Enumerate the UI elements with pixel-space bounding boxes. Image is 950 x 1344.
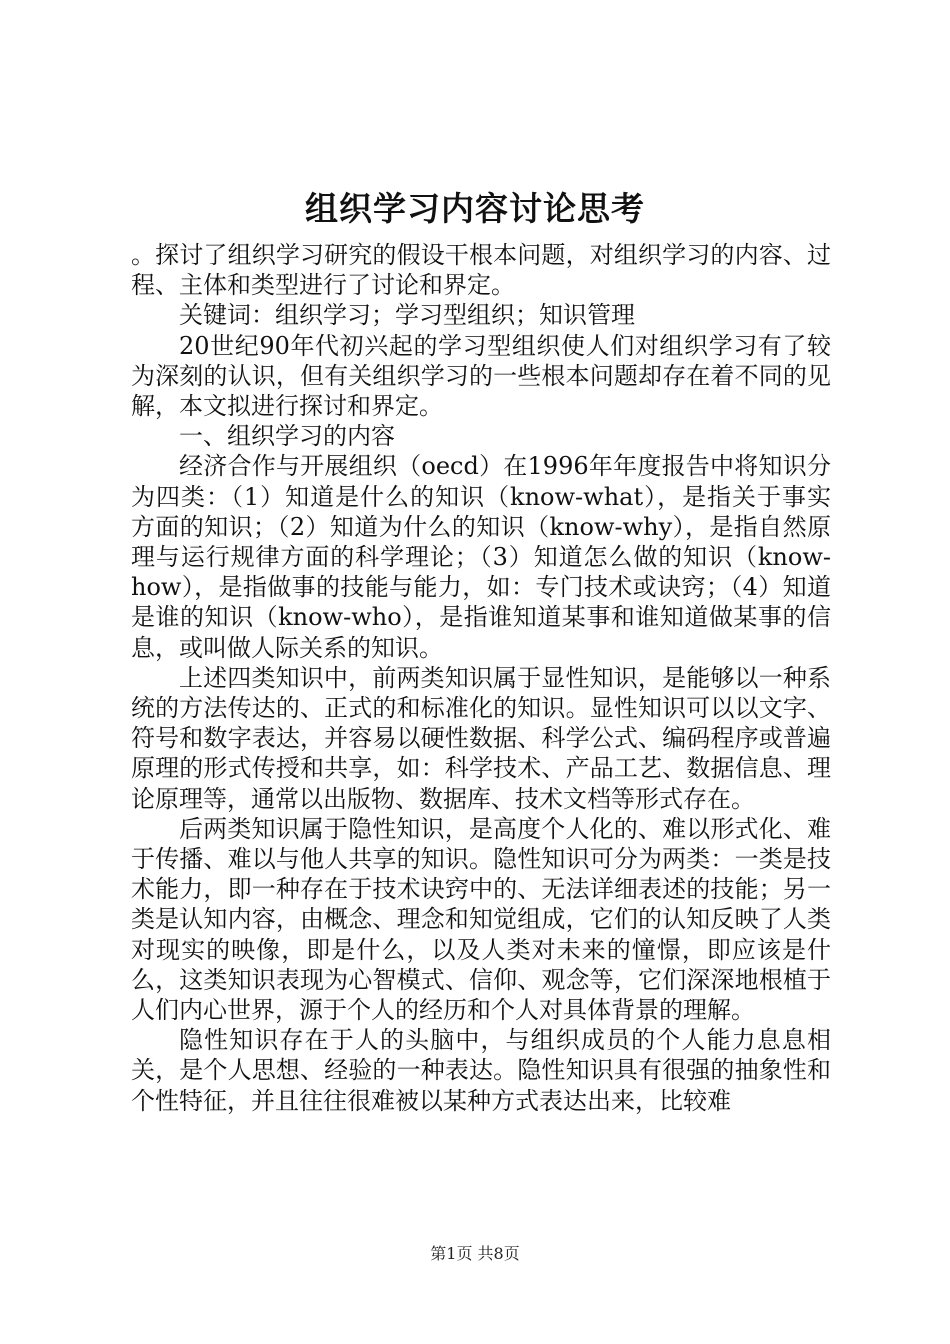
- intro-paragraph: 20世纪90年代初兴起的学习型组织使人们对组织学习有了较为深刻的认识，但有关组织学习的一些根本问题却存在着不同的见解，本文拟进行探讨和界定。: [131, 331, 831, 421]
- keywords-paragraph: 关键词：组织学习；学习型组织；知识管理: [179, 301, 635, 330]
- abstract-paragraph: 。探讨了组织学习研究的假设干根本问题，对组织学习的内容、过程、主体和类型进行了讨论和界定。: [131, 241, 831, 300]
- body-paragraph: 隐性知识存在于人的头脑中，与组织成员的个人能力息息相关，是个人思想、经验的一种表达。隐性知识具有很强的抽象性和个性特征，并且往往很难被以某种方式表达出来，比较难: [131, 1026, 831, 1115]
- body-paragraph: 上述四类知识中，前两类知识属于显性知识，是能够以一种系统的方法传达的、正式的和标准化的知识。显性知识可以以文字、符号和数字表达，并容易以硬性数据、科学公式、编码程序或普遍原理的形式传授和共享，如：科学技术、产品工艺、数据信息、理论原理等，通常以出版物、数据库、技术文档等形式存在。: [131, 663, 831, 813]
- page-footer: 第1页 共8页: [430, 1244, 520, 1263]
- body-paragraph: 后两类知识属于隐性知识，是高度个人化的、难以形式化、难于传播、难以与他人共享的知识。隐性知识可分为两类：一类是技术能力，即一种存在于技术诀窍中的、无法详细表述的技能；另一类是认知内容，由概念、理念和知觉组成，它们的认知反映了人类对现实的映像，即是什么，以及人类对未来的憧憬，即应该是什么，这类知识表现为心智模式、信仰、观念等，它们深深地根植于人们内心世界，源于个人的经历和个人对具体背景的理解。: [131, 814, 831, 1025]
- section-heading: 一、组织学习的内容: [179, 422, 395, 451]
- document-title: 组织学习内容讨论思考: [305, 189, 645, 228]
- body-paragraph: 经济合作与开展组织（oecd）在1996年年度报告中将知识分为四类：（1）知道是什么的知识（know-what），是指关于事实方面的知识；（2）知道为什么的知识（know-why），是指自然原理与运行规律方面的科学理论；（3）知道怎么做的知识（know-how），是指做事的技能与能力，如：专门技术或诀窍；（4）知道是谁的知识（know-who），是指谁知道某事和谁知道做某事的信息，或叫做人际关系的知识。: [131, 452, 831, 662]
- document-body: [131, 240, 831, 1116]
